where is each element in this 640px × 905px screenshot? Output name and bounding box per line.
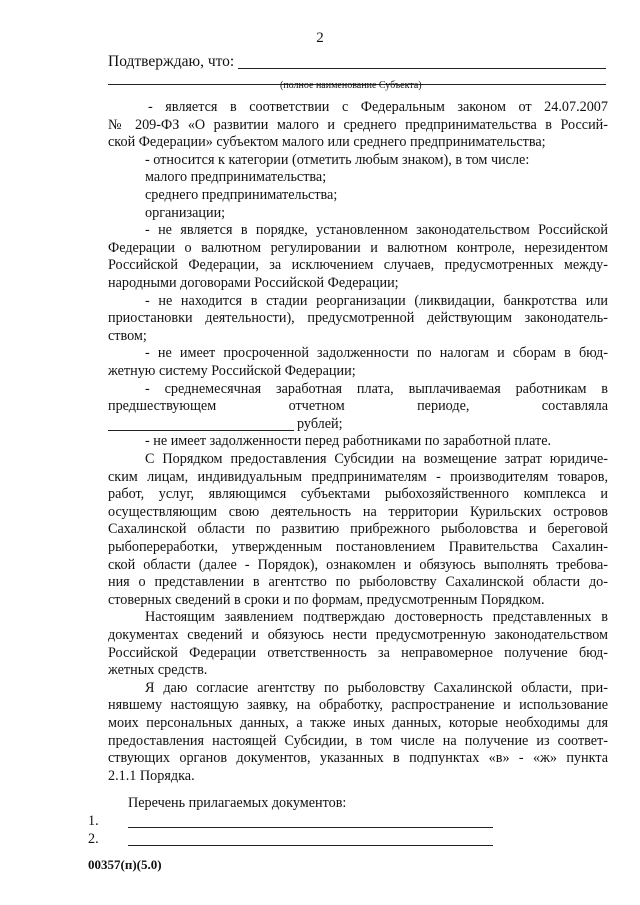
text-line: С Порядком предоставления Субсидии на возмещение затрат юридиче-	[145, 451, 608, 467]
text-line: - не находится в стадии реорганизации (ликвидации, банкротства или	[145, 292, 608, 309]
text-line: стоверных сведений в сроки и по формам, предусмотренным Порядком.	[108, 591, 545, 608]
page-number: 2	[316, 30, 324, 46]
text-line: - не является в порядке, установленном законодательством Российской	[145, 222, 608, 239]
text-line: предоставления настоящей Субсидии, в том числе на получение из соответ-	[108, 732, 608, 749]
text-line: рыбопереработки, утвержденным постановлением Правительства Сахалин-	[108, 539, 608, 555]
attachments-title: Перечень прилагаемых документов:	[128, 795, 347, 812]
text-line: Федерации о валютном регулировании и валютном контроле, нерезидентом	[108, 239, 608, 256]
text-line: Я даю согласие агентству по рыболовству Сахалинской области, при-	[145, 679, 608, 696]
confirm-label: Подтверждаю, что:	[108, 53, 235, 70]
text-line: - не имеет просроченной задолженности по налогам и сборам в бюд-	[145, 345, 608, 362]
text-line: 2.1.1 Порядка.	[108, 767, 195, 784]
text-line: ством;	[108, 327, 147, 344]
text-line: Сахалинской области по развитию прибрежного рыболовства и береговой	[108, 521, 608, 538]
text-line: народными договорами Российской Федерации;	[108, 275, 399, 291]
text-line: ским лицам, индивидуальным предпринимателям - производителям товаров,	[108, 468, 608, 485]
text-line: - является в соответствии с Федеральным законом от 24.07.2007	[148, 99, 608, 115]
document-form-code: 00357(п)(5.0)	[88, 857, 162, 873]
text-line: предшествующем отчетном периоде, составляла	[108, 398, 608, 415]
text-line: документах сведений и обязуюсь нести предусмотренную законодательством	[108, 627, 608, 643]
text-line: Настоящим заявлением подтверждаю достоверность представленных в	[145, 609, 608, 626]
text-line: рублей;	[297, 415, 343, 432]
subject-name-caption: (полное наименование Субъекта)	[280, 80, 422, 91]
text-line: малого предпринимательства;	[145, 169, 327, 186]
subject-name-line-1	[238, 68, 606, 69]
text-line: № 209-ФЗ «О развитии малого и среднего предпринимательства в Россий-	[108, 116, 608, 133]
text-line: ствующих органов документов, указанных в подпунктах «в» - «ж» пункта	[108, 750, 608, 767]
text-line: ской области (далее - Порядок), ознакомлен и обязуюсь выполнять требова-	[108, 556, 608, 573]
text-line: - относится к категории (отметить любым знаком), в том числе:	[145, 151, 530, 168]
text-line: Российской Федерации, за исключением случаев, предусмотренных между-	[108, 257, 608, 274]
text-line: нявшему настоящую заявку, на обработку, распространение и использование	[108, 697, 608, 714]
text-line: приостановки деятельности), предусмотренной действующим законодатель-	[108, 310, 608, 327]
text-line: среднего предпринимательства;	[145, 187, 338, 203]
text-line: работ, услуг, являющимся субъектами рыбохозяйственного комплекса и	[108, 486, 608, 503]
text-line: моих персональных данных, а также иных данных, которые необходимы для	[108, 715, 608, 731]
attachment-item-line	[128, 827, 493, 828]
text-line: жетных средств.	[108, 662, 208, 679]
text-line: осуществляющим свою деятельность на территории Курильских островов	[108, 503, 608, 520]
text-line: организации;	[145, 204, 226, 221]
text-line: - среднемесячная заработная плата, выплачиваемая работникам в	[145, 380, 608, 397]
text-line: жетную систему Российской Федерации;	[108, 363, 356, 379]
attachment-item-number: 1.	[88, 813, 99, 830]
text-line: ской Федерации» субъектом малого или среднего предпринимательства;	[108, 134, 546, 151]
text-line: Российской Федерации ответственность за неправомерное получение бюд-	[108, 644, 608, 661]
attachment-item-number: 2.	[88, 831, 99, 848]
salary-blank-line	[108, 430, 294, 431]
attachment-item-line	[128, 845, 493, 846]
text-line: ния о представлении в агентство по рыболовству Сахалинской области до-	[108, 574, 608, 591]
text-line: - не имеет задолженности перед работниками по заработной плате.	[145, 433, 552, 450]
